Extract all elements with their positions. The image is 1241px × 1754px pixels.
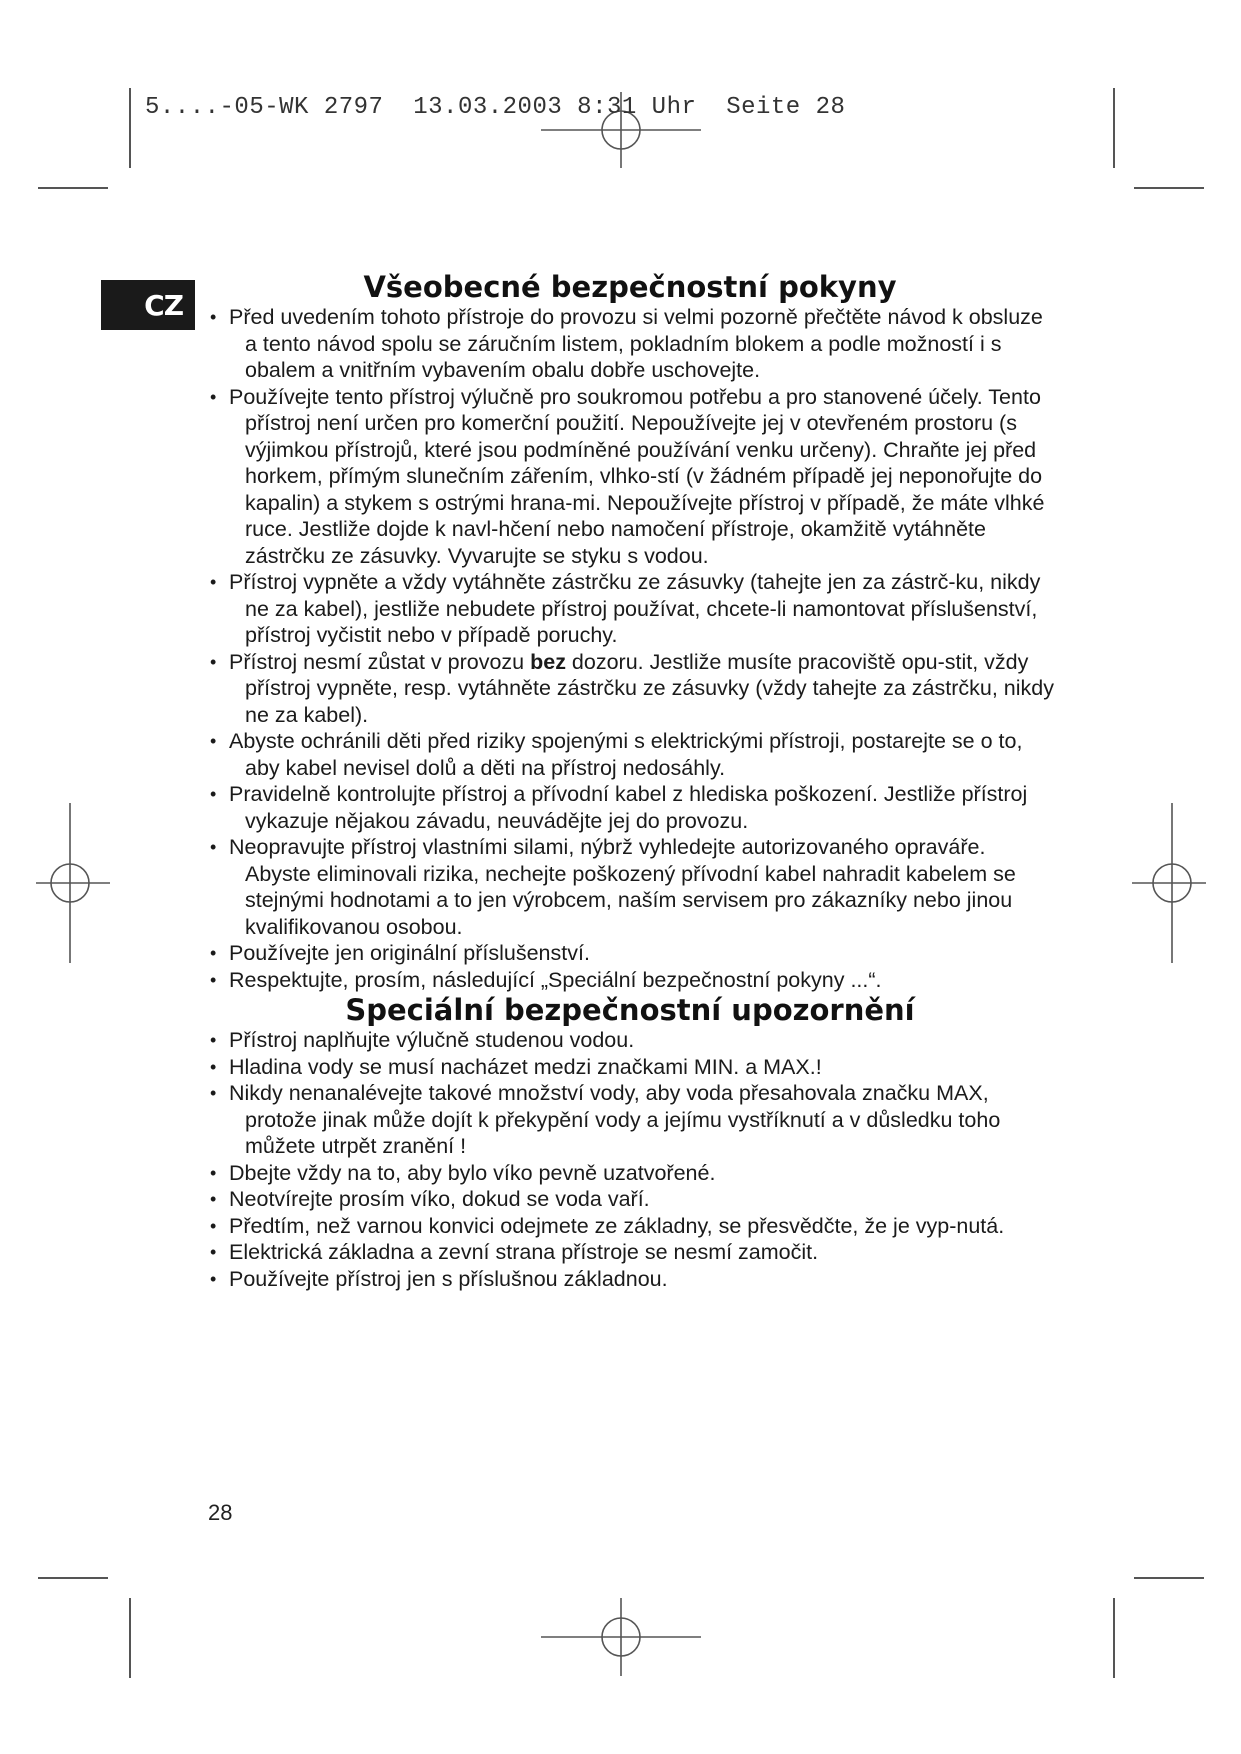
list-item: • Přístroj vypněte a vždy vytáhněte zástrčku ze zásuvky (tahejte jen za zástrč-ku, nikdy ne za kabel), jestliže nebudete přístroj používat, chcete-li namontovat příslušenství, přístroj vyčistit nebo v případě poruchy. (205, 569, 1055, 649)
list-item: • Hladina vody se musí nacházet medzi značkami MIN. a MAX.! (205, 1054, 1055, 1081)
list-item: • Elektrická základna a zevní strana přístroje se nesmí zamočit. (205, 1239, 1055, 1266)
list-item: • Před uvedením tohoto přístroje do provozu si velmi pozorně přečtěte návod k obsluze a tento návod spolu se záručním listem, pokladním blokem a podle možností i s obalem a vnitřním vybavením obalu dobře uschovejte. (205, 304, 1055, 384)
main-content (205, 270, 1055, 1292)
list-item: • Respektujte, prosím, následující „Speciální bezpečnostní pokyny ...“. (205, 967, 1055, 994)
section-title-special: Speciální bezpečnostní upozornění (345, 993, 915, 1027)
section-title-general: Všeobecné bezpečnostní pokyny (363, 270, 897, 304)
registration-mark-left (36, 803, 110, 963)
registration-mark-bottom (541, 1598, 701, 1676)
list-item-unattended: • Přístroj nesmí zůstat v provozu bez dozoru. Jestliže musíte pracoviště opu-stit, vždy přístroj vypněte, resp. vytáhněte zástrčku ze zásuvky (vždy tahejte za zástrčku, nikdy ne za kabel). (229, 649, 1054, 727)
language-tab: CZ (101, 280, 195, 330)
list-item: • Abyste ochránili děti před riziky spojenými s elektrickými přístroji, postarejte se o to, aby kabel nevisel dolů a děti na přístroj nedosáhly. (205, 728, 1055, 781)
general-safety-list (205, 304, 1055, 993)
list-item: • Používejte tento přístroj výlučně pro soukromou potřebu a pro stanovené účely. Tento přístroj není určen pro komerční použití. Nepoužívejte jej v otevřeném prostoru (s výjimkou přístrojů, které jsou podmíněné používání venku určeny). Chraňte jej před horkem, přímým slunečním zářením, vlhko-stí (v žádném případě jej neponořujte do kapalin) a stykem s ostrými hrana-mi. Nepoužívejte přístroj v případě, že máte vlhké ruce. Jestliže dojde k navl-hčení nebo namočení přístroje, okamžitě vytáhněte zástrčku ze zásuvky. Vyvarujte se styku s vodou. (205, 384, 1055, 570)
list-item: • Dbejte vždy na to, aby bylo víko pevně uzatvořené. (205, 1160, 1055, 1187)
list-item (205, 649, 1055, 729)
list-item: • Přístroj naplňujte výlučně studenou vodou. (205, 1027, 1055, 1054)
special-safety-list (205, 1027, 1055, 1292)
list-item: • Pravidelně kontrolujte přístroj a přívodní kabel z hlediska poškození. Jestliže přístroj vykazuje nějakou závadu, neuvádějte jej do provozu. (205, 781, 1055, 834)
registration-mark-right (1132, 803, 1206, 963)
list-item: • Nikdy nenanalévejte takové množství vody, aby voda přesahovala značku MAX, protože jinak může dojít k překypění vody a jejímu vystříknutí a v důsledku toho můžete utrpět zranění ! (205, 1080, 1055, 1160)
list-item: • Používejte přístroj jen s příslušnou základnou. (205, 1266, 1055, 1293)
print-slug: 5....-05-WK 2797 13.03.2003 8:31 Uhr Seite 28 (145, 94, 846, 121)
list-item: • Neopravujte přístroj vlastními silami, nýbrž vyhledejte autorizovaného opraváře. Abyste eliminovali rizika, nechejte poškozený přívodní kabel nahradit kabelem se stejnými hodnotami a to jen výrobcem, naším servisem pro zákazníky nebo jinou kvalifikovanou osobou. (205, 834, 1055, 940)
page-number: 28 (208, 1500, 233, 1525)
list-item: • Používejte jen originální příslušenství. (205, 940, 1055, 967)
list-item: • Předtím, než varnou konvici odejmete ze základny, se přesvědčte, že je vyp-nutá. (205, 1213, 1055, 1240)
list-item: • Neotvírejte prosím víko, dokud se voda vaří. (205, 1186, 1055, 1213)
emphasis-bez: bez (530, 649, 566, 674)
